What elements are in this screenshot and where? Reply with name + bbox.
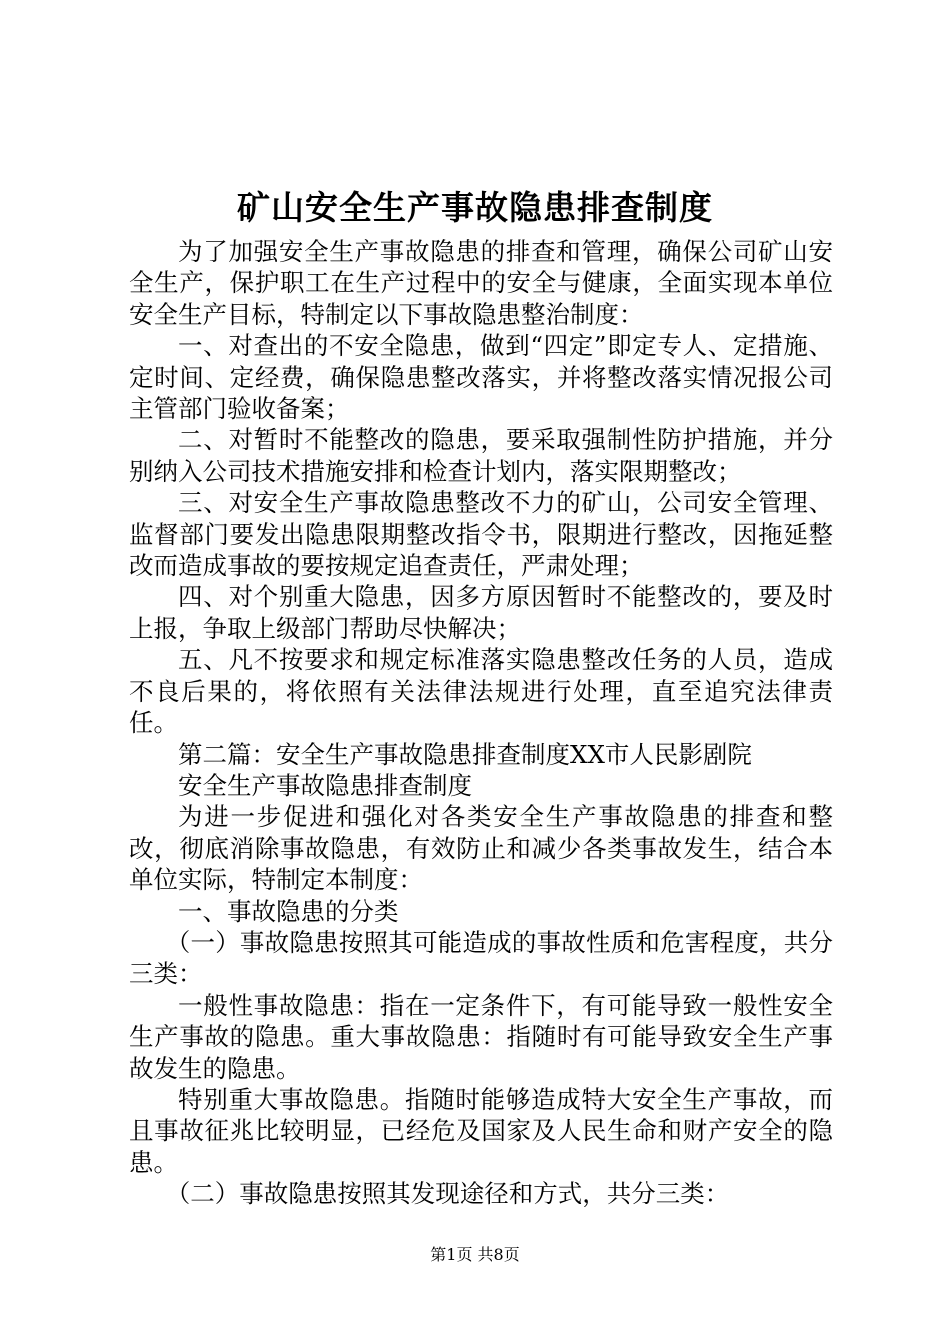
section-heading: 第二篇：安全生产事故隐患排查制度XX市人民影剧院 [178,739,752,769]
paragraph: 一、事故隐患的分类 [178,896,399,926]
paragraph: 五、凡不按要求和规定标准落实隐患整改任务的人员，造成不良后果的，将依照有关法律法规进行处理，直至追究法律责任。 [129,645,833,738]
paragraph: 二、对暂时不能整改的隐患，要采取强制性防护措施，并分别纳入公司技术措施安排和检查计划内，落实限期整改； [129,425,833,486]
document-title: 矿山安全生产事故隐患排查制度 [237,188,713,227]
paragraph: 一、对查出的不安全隐患，做到“四定”即定专人、定措施、定时间、定经费，确保隐患整改落实，并将整改落实情况报公司主管部门验收备案； [129,331,833,424]
paragraph: （一）事故隐患按照其可能造成的事故性质和危害程度，共分三类： [129,927,833,989]
paragraph: 四、对个别重大隐患，因多方原因暂时不能整改的，要及时上报，争取上级部门帮助尽快解决； [129,582,833,643]
paragraph: 三、对安全生产事故隐患整改不力的矿山，公司安全管理、监督部门要发出隐患限期整改指令书，限期进行整改，因拖延整改而造成事故的要按规定追查责任，严肃处理； [129,488,833,581]
paragraph: 为了加强安全生产事故隐患的排查和管理，确保公司矿山安全生产，保护职工在生产过程中的安全与健康，全面实现本单位安全生产目标，特制定以下事故隐患整治制度： [129,237,833,329]
page-footer: 第1页 共8页 [430,1245,520,1264]
paragraph: 一般性事故隐患：指在一定条件下，有可能导致一般性安全生产事故的隐患。重大事故隐患：指随时有可能导致安全生产事故发生的隐患。 [129,990,833,1083]
paragraph: 为进一步促进和强化对各类安全生产事故隐患的排查和整改，彻底消除事故隐患，有效防止和减少各类事故发生，结合本单位实际，特制定本制度： [129,802,833,895]
paragraph: （二）事故隐患按照其发现途径和方式，共分三类： [165,1179,730,1209]
paragraph: 特别重大事故隐患。指随时能够造成特大安全生产事故，而且事故征兆比较明显，已经危及国家及人民生命和财产安全的隐患。 [129,1084,833,1177]
section-subtitle: 安全生产事故隐患排查制度 [178,770,472,800]
document-body [129,236,833,1210]
